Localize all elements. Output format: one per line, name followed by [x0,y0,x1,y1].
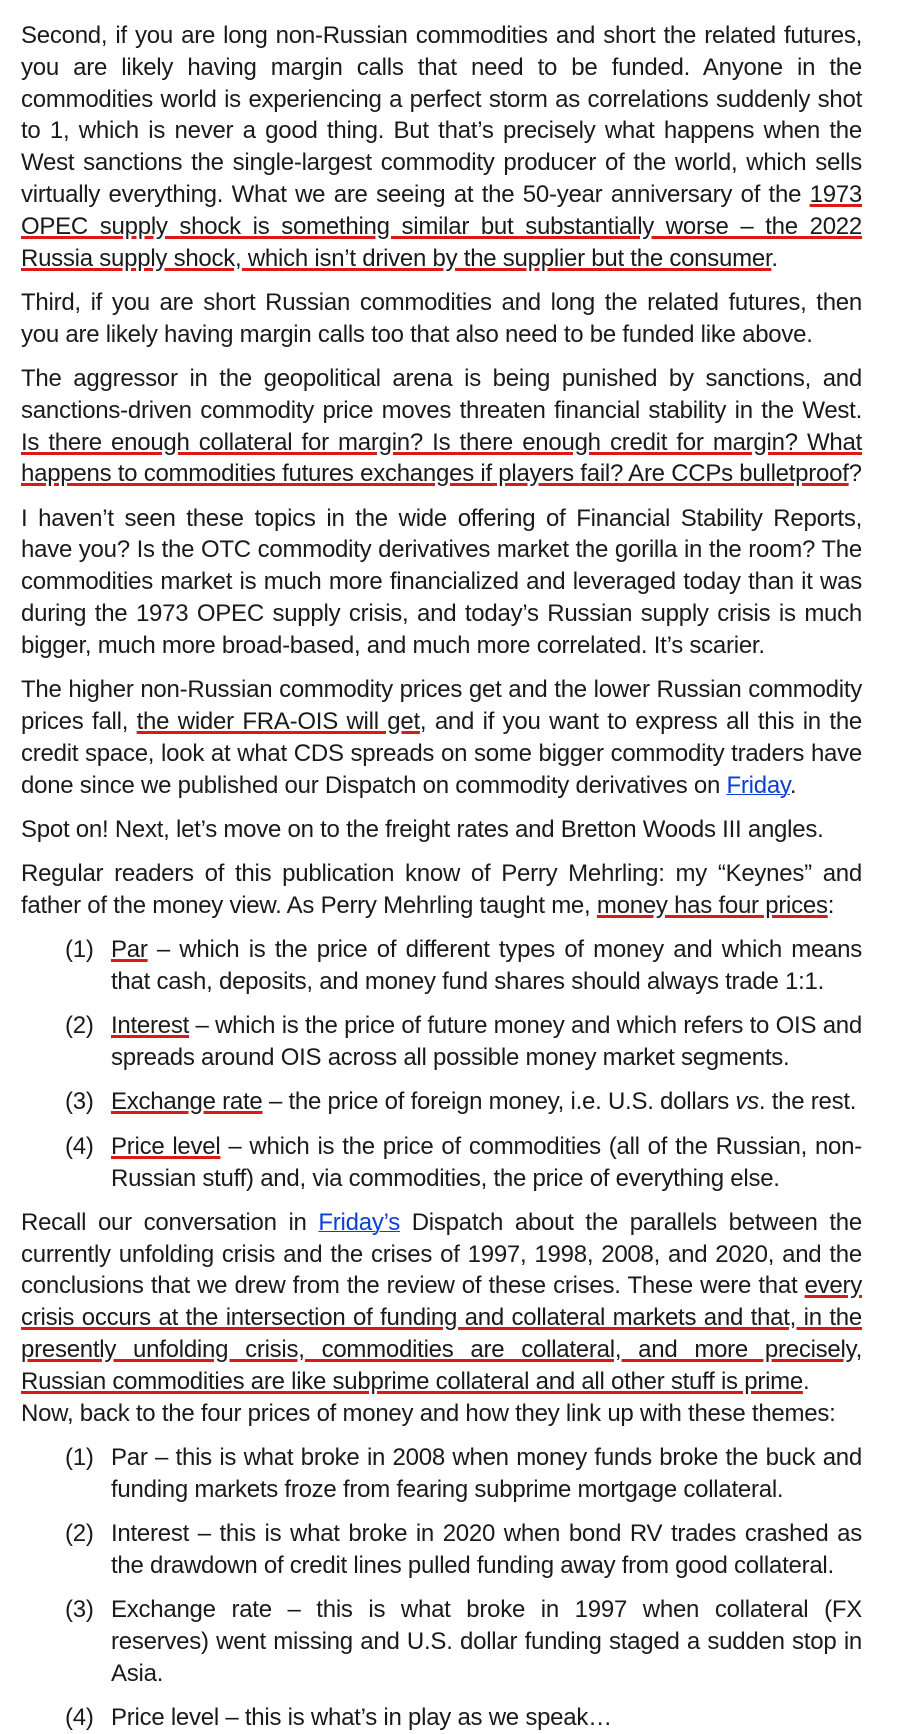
underlined-passage: the wider FRA-OIS will get [136,707,420,735]
paragraph-margin-calls-long: Second, if you are long non-Russian commodities and short the related futures, you are likely having margin calls that need to be funded. Anyone in the commodities world is experiencing a perfect storm as correlations suddenly shot to 1, which is never a good thing. But that’s precisely what happens when the West sanctions the single-largest commodity producer of the world, which sells virtually everything. What we are seeing at the 50-year anniversary of the 1973 OPEC supply shock is something similar but substantially worse – the 2022 Russia supply shock, which isn’t driven by the supplier but the consumer. [21,22,862,272]
fridays-dispatch-link[interactable]: Friday’s [318,1208,400,1236]
underlined-passage: Is there enough collateral for margin? Is there enough credit for margin? What happens to commodities futures exchanges if players fail? Are CCPs bulletproof [21,428,862,488]
list-item: (1) Par – which is the price of different types of money and which means that cash, deposits, and money fund shares should always trade 1:1. [65,936,862,996]
paragraph-spot-on: Spot on! Next, let’s move on to the freight rates and Bretton Woods III angles. [21,815,824,843]
list-item: (4) Price level – which is the price of commodities (all of the Russian, non-Russian stuff) and, via commodities, the price of everything else. [65,1132,862,1192]
list-item: (3) Exchange rate – the price of foreign money, i.e. U.S. dollars vs. the rest. [65,1088,857,1116]
paragraph-financial-stability: I haven’t seen these topics in the wide offering of Financial Stability Reports, have you? Is the OTC commodity derivatives market the gorilla in the room? The commodities market is much more financialized and leveraged today than it was during the 1973 OPEC supply crisis, and today’s Russian supply crisis is much bigger, much more broad-based, and much more correlated. It’s scarier. [21,504,862,659]
paragraph-mehrling: Regular readers of this publication know of Perry Mehrling: my “Keynes” and father of the money view. As Perry Mehrling taught me, money has four prices: [21,860,862,919]
list-item: (3) Exchange rate – this is what broke in 1997 when collateral (FX reserves) went missing and U.S. dollar funding staged a sudden stop in Asia. [65,1596,862,1687]
underlined-term: Price level [111,1132,221,1160]
underlined-passage: money has four prices [596,891,828,919]
list-item: (2) Interest – which is the price of future money and which refers to OIS and spreads around OIS across all possible money market segments. [65,1012,862,1072]
paragraph-aggressor: The aggressor in the geopolitical arena is being punished by sanctions, and sanctions-driven commodity price moves threaten financial stability in the West. Is there enough collateral for margin? Is there enough credit for margin? What happens to commodities futures exchanges if players fail? Are CCPs bulletproof? [21,364,862,488]
underlined-term: Par [111,936,148,964]
friday-dispatch-link[interactable]: Friday [726,771,790,799]
list-item: (1) Par – this is what broke in 2008 when money funds broke the buck and funding markets froze from fearing subprime mortgage collateral. [65,1443,862,1503]
list-item: (4) Price level – this is what’s in play as we speak… [65,1703,612,1731]
underlined-term: Interest [111,1012,190,1040]
underlined-passage: every crisis occurs at the intersection of funding and collateral markets and that, in the presently unfolding crisis, commodities are collateral, and more precisely, Russian commodities are like subprime collateral and all other stuff is prime [21,1272,862,1395]
paragraph-margin-calls-short: Third, if you are short Russian commodities and long the related futures, then you are likely having margin calls too that also need to be funded like above. [21,288,862,348]
list-item: (2) Interest – this is what broke in 2020 when bond RV trades crashed as the drawdown of credit lines pulled funding away from good collateral. [65,1519,862,1579]
crisis-themes-list [21,1442,862,1734]
four-prices-list [21,934,862,1194]
paragraph-fra-ois: The higher non-Russian commodity prices get and the lower Russian commodity prices fall, the wider FRA-OIS will get, and if you want to express all this in the credit space, look at what CDS spreads on some bigger commodity traders have done since we published our Dispatch on commodity derivatives on Friday. [21,676,863,799]
paragraph-back-to-four-prices: Now, back to the four prices of money and how they link up with these themes: [21,1399,836,1427]
underlined-term: Exchange rate [111,1088,263,1116]
paragraph-recall-conversation: Recall our conversation in Friday’s Dispatch about the parallels between the currently unfolding crisis and the crises of 1997, 1998, 2008, and 2020, and the conclusions that we drew from the review of these crises. These were that every crisis occurs at the intersection of funding and collateral markets and that, in the presently unfolding crisis, commodities are collateral, and more precisely, Russian commodities are like subprime collateral and all other stuff is prime. [21,1208,862,1395]
underlined-passage: 1973 OPEC supply shock is something similar but substantially worse – the 2022 Russia supply shock, which isn’t driven by the supplier but the consumer [21,180,862,272]
